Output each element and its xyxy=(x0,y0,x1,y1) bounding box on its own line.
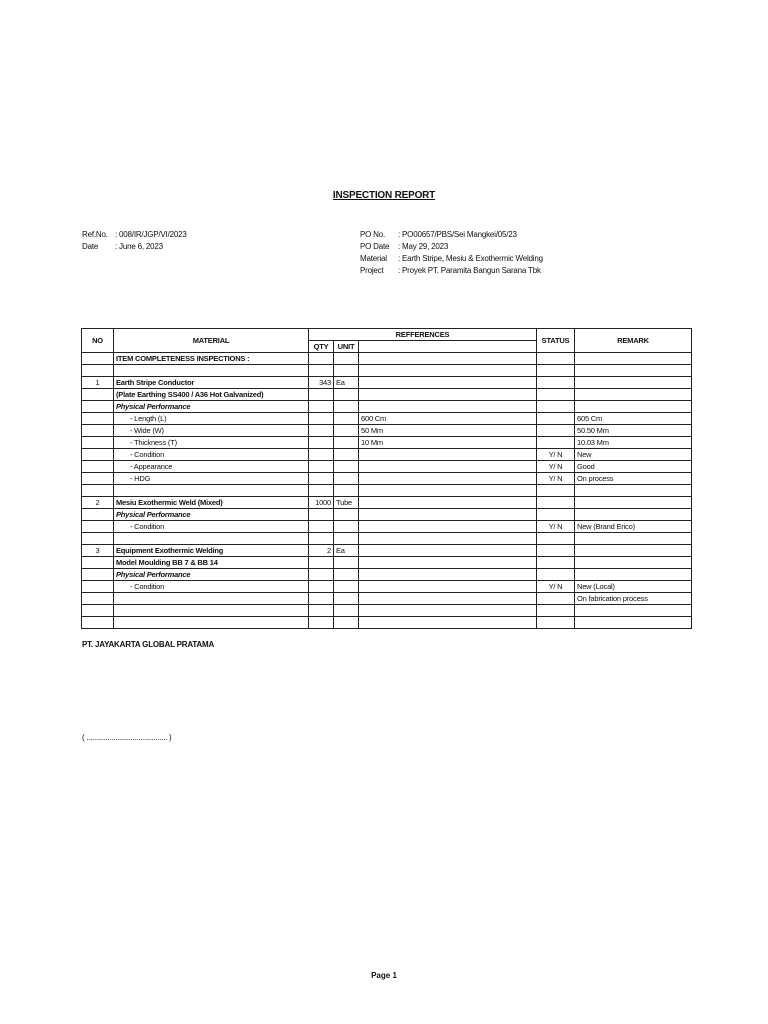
table-row xyxy=(82,449,692,461)
cell-remark xyxy=(575,617,692,629)
cell-material: Earth Stripe Conductor xyxy=(114,377,309,389)
table-row xyxy=(82,485,692,497)
cell-remark xyxy=(575,533,692,545)
cell-reference xyxy=(359,521,537,533)
cell-material: - Length (L) xyxy=(114,413,309,425)
cell-no xyxy=(82,533,114,545)
cell-material: - HDG xyxy=(114,473,309,485)
cell-no xyxy=(82,581,114,593)
cell-reference xyxy=(359,473,537,485)
table-row xyxy=(82,473,692,485)
cell-reference: 50 Mm xyxy=(359,425,537,437)
cell-material: - Appearance xyxy=(114,461,309,473)
cell-unit xyxy=(334,425,359,437)
table-row xyxy=(82,569,692,581)
cell-status xyxy=(537,569,575,581)
cell-remark: New (Brand Erico) xyxy=(575,521,692,533)
cell-qty xyxy=(309,473,334,485)
cell-qty xyxy=(309,353,334,365)
cell-material: Equipment Exothermic Welding xyxy=(114,545,309,557)
cell-qty xyxy=(309,401,334,413)
cell-no xyxy=(82,413,114,425)
cell-material: Mesiu Exothermic Weld (Mixed) xyxy=(114,497,309,509)
meta-project: Project : Proyek PT. Paramita Bangun Sarana Tbk xyxy=(360,266,541,275)
meta-ref-no: Ref.No. : 008/IR/JGP/VI/2023 xyxy=(82,230,187,239)
cell-status xyxy=(537,425,575,437)
cell-remark: 10.03 Mm xyxy=(575,437,692,449)
cell-unit xyxy=(334,353,359,365)
cell-unit xyxy=(334,461,359,473)
cell-unit xyxy=(334,593,359,605)
table-row xyxy=(82,521,692,533)
cell-no xyxy=(82,593,114,605)
cell-material: Model Moulding BB 7 & BB 14 xyxy=(114,557,309,569)
cell-reference xyxy=(359,617,537,629)
company-name: PT. JAYAKARTA GLOBAL PRATAMA xyxy=(82,640,215,649)
cell-reference xyxy=(359,581,537,593)
cell-status: Y/ N xyxy=(537,581,575,593)
cell-qty xyxy=(309,557,334,569)
cell-status xyxy=(537,533,575,545)
table-row xyxy=(82,437,692,449)
table-row xyxy=(82,365,692,377)
cell-remark xyxy=(575,389,692,401)
table-row xyxy=(82,413,692,425)
cell-qty xyxy=(309,605,334,617)
cell-remark: On fabrication process xyxy=(575,593,692,605)
header-status: STATUS xyxy=(537,329,575,353)
cell-unit: Tube xyxy=(334,497,359,509)
cell-reference xyxy=(359,353,537,365)
cell-remark: New (Local) xyxy=(575,581,692,593)
table-row xyxy=(82,557,692,569)
cell-status xyxy=(537,437,575,449)
cell-no xyxy=(82,473,114,485)
cell-no xyxy=(82,509,114,521)
meta-left xyxy=(82,229,187,253)
cell-unit: Ea xyxy=(334,545,359,557)
table-row xyxy=(82,545,692,557)
cell-no xyxy=(82,617,114,629)
cell-status: Y/ N xyxy=(537,473,575,485)
cell-reference: 600 Cm xyxy=(359,413,537,425)
cell-unit xyxy=(334,569,359,581)
cell-status xyxy=(537,365,575,377)
meta-po-no: PO No. : PO00657/PBS/Sei Mangkei/05/23 xyxy=(360,230,517,239)
cell-reference xyxy=(359,557,537,569)
table-row xyxy=(82,593,692,605)
cell-remark xyxy=(575,569,692,581)
cell-remark xyxy=(575,365,692,377)
cell-reference xyxy=(359,377,537,389)
cell-status xyxy=(537,353,575,365)
table-row xyxy=(82,401,692,413)
cell-unit xyxy=(334,413,359,425)
table-row xyxy=(82,461,692,473)
cell-qty xyxy=(309,581,334,593)
header-qty: QTY xyxy=(309,341,334,353)
cell-qty xyxy=(309,485,334,497)
header-unit: UNIT xyxy=(334,341,359,353)
cell-material: Physical Performance xyxy=(114,509,309,521)
cell-status xyxy=(537,545,575,557)
cell-status: Y/ N xyxy=(537,521,575,533)
header-remark: REMARK xyxy=(575,329,692,353)
cell-unit xyxy=(334,557,359,569)
cell-no: 1 xyxy=(82,377,114,389)
cell-qty xyxy=(309,413,334,425)
table-row xyxy=(82,497,692,509)
cell-no xyxy=(82,353,114,365)
cell-qty: 1000 xyxy=(309,497,334,509)
cell-reference xyxy=(359,365,537,377)
table-row xyxy=(82,605,692,617)
cell-material: - Condition xyxy=(114,521,309,533)
cell-reference xyxy=(359,497,537,509)
cell-status xyxy=(537,605,575,617)
cell-no xyxy=(82,401,114,413)
cell-material: - Thickness (T) xyxy=(114,437,309,449)
table-row xyxy=(82,533,692,545)
cell-no xyxy=(82,365,114,377)
table-row xyxy=(82,425,692,437)
cell-unit xyxy=(334,437,359,449)
report-title: INSPECTION REPORT xyxy=(332,190,436,201)
cell-qty xyxy=(309,425,334,437)
cell-qty: 2 xyxy=(309,545,334,557)
inspection-table xyxy=(81,328,692,629)
cell-material xyxy=(114,617,309,629)
header-refferences: REFFERENCES xyxy=(309,329,537,341)
cell-reference xyxy=(359,509,537,521)
cell-remark xyxy=(575,353,692,365)
cell-unit: Ea xyxy=(334,377,359,389)
cell-qty xyxy=(309,521,334,533)
cell-qty xyxy=(309,569,334,581)
cell-remark xyxy=(575,497,692,509)
cell-status xyxy=(537,593,575,605)
cell-no xyxy=(82,521,114,533)
cell-qty xyxy=(309,593,334,605)
cell-unit xyxy=(334,605,359,617)
cell-status xyxy=(537,377,575,389)
meta-material: Material : Earth Stripe, Mesiu & Exothermic Welding xyxy=(360,254,543,263)
cell-status xyxy=(537,557,575,569)
cell-no xyxy=(82,389,114,401)
cell-status xyxy=(537,509,575,521)
meta-right xyxy=(360,229,543,277)
cell-material xyxy=(114,533,309,545)
meta-po-date: PO Date : May 29, 2023 xyxy=(360,242,449,251)
cell-reference xyxy=(359,569,537,581)
cell-material: (Plate Earthing SS400 / A36 Hot Galvanized) xyxy=(114,389,309,401)
table-row xyxy=(82,377,692,389)
cell-material: ITEM COMPLETENESS INSPECTIONS : xyxy=(114,353,309,365)
cell-reference xyxy=(359,485,537,497)
cell-remark xyxy=(575,557,692,569)
cell-qty xyxy=(309,389,334,401)
cell-qty xyxy=(309,461,334,473)
cell-qty xyxy=(309,365,334,377)
cell-unit xyxy=(334,581,359,593)
page-number: Page 1 xyxy=(371,971,397,980)
cell-remark xyxy=(575,485,692,497)
cell-reference xyxy=(359,389,537,401)
cell-reference xyxy=(359,593,537,605)
cell-unit xyxy=(334,401,359,413)
cell-qty xyxy=(309,617,334,629)
cell-unit xyxy=(334,521,359,533)
table-row xyxy=(82,353,692,365)
cell-remark: Good xyxy=(575,461,692,473)
table-row xyxy=(82,617,692,629)
cell-status: Y/ N xyxy=(537,461,575,473)
cell-no: 3 xyxy=(82,545,114,557)
cell-reference xyxy=(359,533,537,545)
cell-material: Physical Performance xyxy=(114,569,309,581)
cell-unit xyxy=(334,533,359,545)
cell-reference xyxy=(359,461,537,473)
cell-material: - Condition xyxy=(114,449,309,461)
signature-line: ( .......................................... ) xyxy=(82,733,172,742)
cell-material: - Condition xyxy=(114,581,309,593)
cell-unit xyxy=(334,617,359,629)
cell-status xyxy=(537,485,575,497)
cell-no xyxy=(82,449,114,461)
cell-material xyxy=(114,485,309,497)
cell-unit xyxy=(334,509,359,521)
cell-remark xyxy=(575,605,692,617)
cell-remark xyxy=(575,545,692,557)
cell-remark: 50.50 Mm xyxy=(575,425,692,437)
cell-material xyxy=(114,365,309,377)
meta-date: Date : June 6, 2023 xyxy=(82,242,163,251)
table-body xyxy=(82,353,692,629)
cell-qty xyxy=(309,437,334,449)
header-material: MATERIAL xyxy=(114,329,309,353)
cell-remark xyxy=(575,401,692,413)
cell-reference xyxy=(359,545,537,557)
cell-unit xyxy=(334,449,359,461)
table-row xyxy=(82,509,692,521)
cell-no xyxy=(82,569,114,581)
cell-no xyxy=(82,485,114,497)
cell-no xyxy=(82,437,114,449)
cell-status xyxy=(537,401,575,413)
header-no: NO xyxy=(82,329,114,353)
cell-status xyxy=(537,617,575,629)
cell-material xyxy=(114,605,309,617)
cell-unit xyxy=(334,365,359,377)
cell-unit xyxy=(334,473,359,485)
cell-reference xyxy=(359,605,537,617)
cell-reference: 10 Mm xyxy=(359,437,537,449)
cell-material: - Wide (W) xyxy=(114,425,309,437)
table-row xyxy=(82,581,692,593)
cell-qty xyxy=(309,449,334,461)
cell-unit xyxy=(334,485,359,497)
cell-qty: 343 xyxy=(309,377,334,389)
cell-no xyxy=(82,461,114,473)
cell-qty xyxy=(309,533,334,545)
cell-remark: On process xyxy=(575,473,692,485)
cell-reference xyxy=(359,449,537,461)
cell-remark xyxy=(575,377,692,389)
cell-remark: 605 Cm xyxy=(575,413,692,425)
cell-qty xyxy=(309,509,334,521)
cell-material: Physical Performance xyxy=(114,401,309,413)
cell-status xyxy=(537,389,575,401)
cell-no: 2 xyxy=(82,497,114,509)
cell-status xyxy=(537,497,575,509)
cell-status xyxy=(537,413,575,425)
cell-material xyxy=(114,593,309,605)
cell-no xyxy=(82,425,114,437)
cell-no xyxy=(82,557,114,569)
cell-remark: New xyxy=(575,449,692,461)
cell-remark xyxy=(575,509,692,521)
cell-unit xyxy=(334,389,359,401)
cell-status: Y/ N xyxy=(537,449,575,461)
cell-reference xyxy=(359,401,537,413)
cell-no xyxy=(82,605,114,617)
table-row xyxy=(82,389,692,401)
header-ref-value xyxy=(359,341,537,353)
